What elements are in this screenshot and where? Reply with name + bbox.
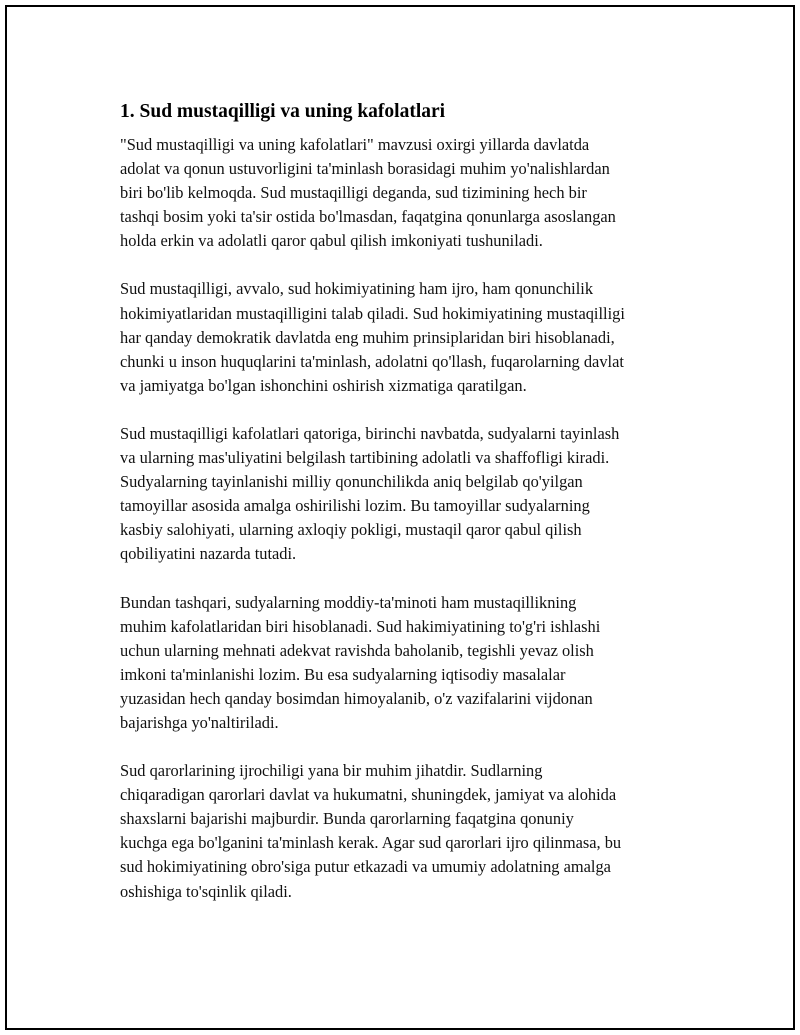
text-line: chunki u inson huquqlarini ta'minlash, adolatni qo'llash, fuqarolarning davlat <box>120 351 624 371</box>
text-line: uchun ularning mehnati adekvat ravishda baholanib, tegishli yevaz olish <box>120 640 594 660</box>
text-line: bajarishga yo'naltiriladi. <box>120 712 279 732</box>
text-line: tashqi bosim yoki ta'sir ostida bo'lmasdan, faqatgina qonunlarga asoslangan <box>120 207 616 227</box>
text-line: shaxslarni bajarishi majburdir. Bunda qarorlarning faqatgina qonuniy <box>120 809 574 829</box>
text-line: va ularning mas'uliyatini belgilash tartibining adolatli va shaffofligi kiradi. <box>120 448 610 468</box>
text-line: imkoni ta'minlanishi lozim. Bu esa sudyalarning iqtisodiy masalalar <box>120 664 566 684</box>
text-line: Sud mustaqilligi, avvalo, sud hokimiyatining ham ijro, ham qonunchilik <box>120 279 594 299</box>
text-line: "Sud mustaqilligi va uning kafolatlari" mavzusi oxirgi yillarda davlatda <box>120 135 590 154</box>
paragraph-3 <box>120 422 700 567</box>
text-line: muhim kafolatlaridan biri hisoblanadi. Sud hakimiyatining to'g'ri ishlashi <box>120 616 601 636</box>
text-line: qobiliyatini nazarda tutadi. <box>120 544 297 564</box>
text-line: va jamiyatga bo'lgan ishonchini oshirish xizmatiga qaratilgan. <box>120 375 527 395</box>
text-line: holda erkin va adolatli qaror qabul qilish imkoniyati tushuniladi. <box>120 231 543 251</box>
text-line: sud hokimiyatining obro'siga putur etkazadi va umumiy adolatning amalga <box>120 857 611 877</box>
text-line: oshishiga to'sqinlik qiladi. <box>120 881 292 901</box>
text-line: Bundan tashqari, sudyalarning moddiy-ta'minoti ham mustaqillikning <box>120 592 577 612</box>
text-line: hokimiyatlaridan mustaqilligini talab qiladi. Sud hokimiyatining mustaqilligi <box>120 303 625 323</box>
text-line: kuchga ega bo'lganini ta'minlash kerak. Agar sud qarorlari ijro qilinmasa, bu <box>120 833 622 853</box>
section-heading: 1. Sud mustaqilligi va uning kafolatlari <box>120 101 446 122</box>
text-line: tamoyillar asosida amalga oshirilishi lozim. Bu tamoyillar sudyalarning <box>120 496 590 516</box>
text-line: yuzasidan hech qanday bosimdan himoyalanib, o'z vazifalarini vijdonan <box>120 688 593 708</box>
text-line: Sud mustaqilligi kafolatlari qatoriga, birinchi navbatda, sudyalarni tayinlash <box>120 423 620 443</box>
text-line: har qanday demokratik davlatda eng muhim prinsiplaridan biri hisoblanadi, <box>120 327 615 347</box>
text-line: chiqaradigan qarorlari davlat va hukumatni, shuningdek, jamiyat va alohida <box>120 785 617 805</box>
text-line: biri bo'lib kelmoqda. Sud mustaqilligi deganda, sud tizimining hech bir <box>120 183 587 203</box>
text-line: Sudyalarning tayinlanishi milliy qonunchilikda aniq belgilab qo'yilgan <box>120 472 583 492</box>
page-frame <box>5 5 795 1030</box>
text-line: adolat va qonun ustuvorligini ta'minlash borasidagi muhim yo'nalishlardan <box>120 159 610 179</box>
text-line: kasbiy salohiyati, ularning axloqiy pokligi, mustaqil qaror qabul qilish <box>120 520 582 540</box>
paragraph-1 <box>120 133 700 253</box>
paragraph-5 <box>120 759 700 904</box>
document-body <box>120 99 700 928</box>
paragraph-4 <box>120 591 700 736</box>
text-line: Sud qarorlarining ijrochiligi yana bir muhim jihatdir. Sudlarning <box>120 761 543 781</box>
paragraph-2 <box>120 277 700 397</box>
